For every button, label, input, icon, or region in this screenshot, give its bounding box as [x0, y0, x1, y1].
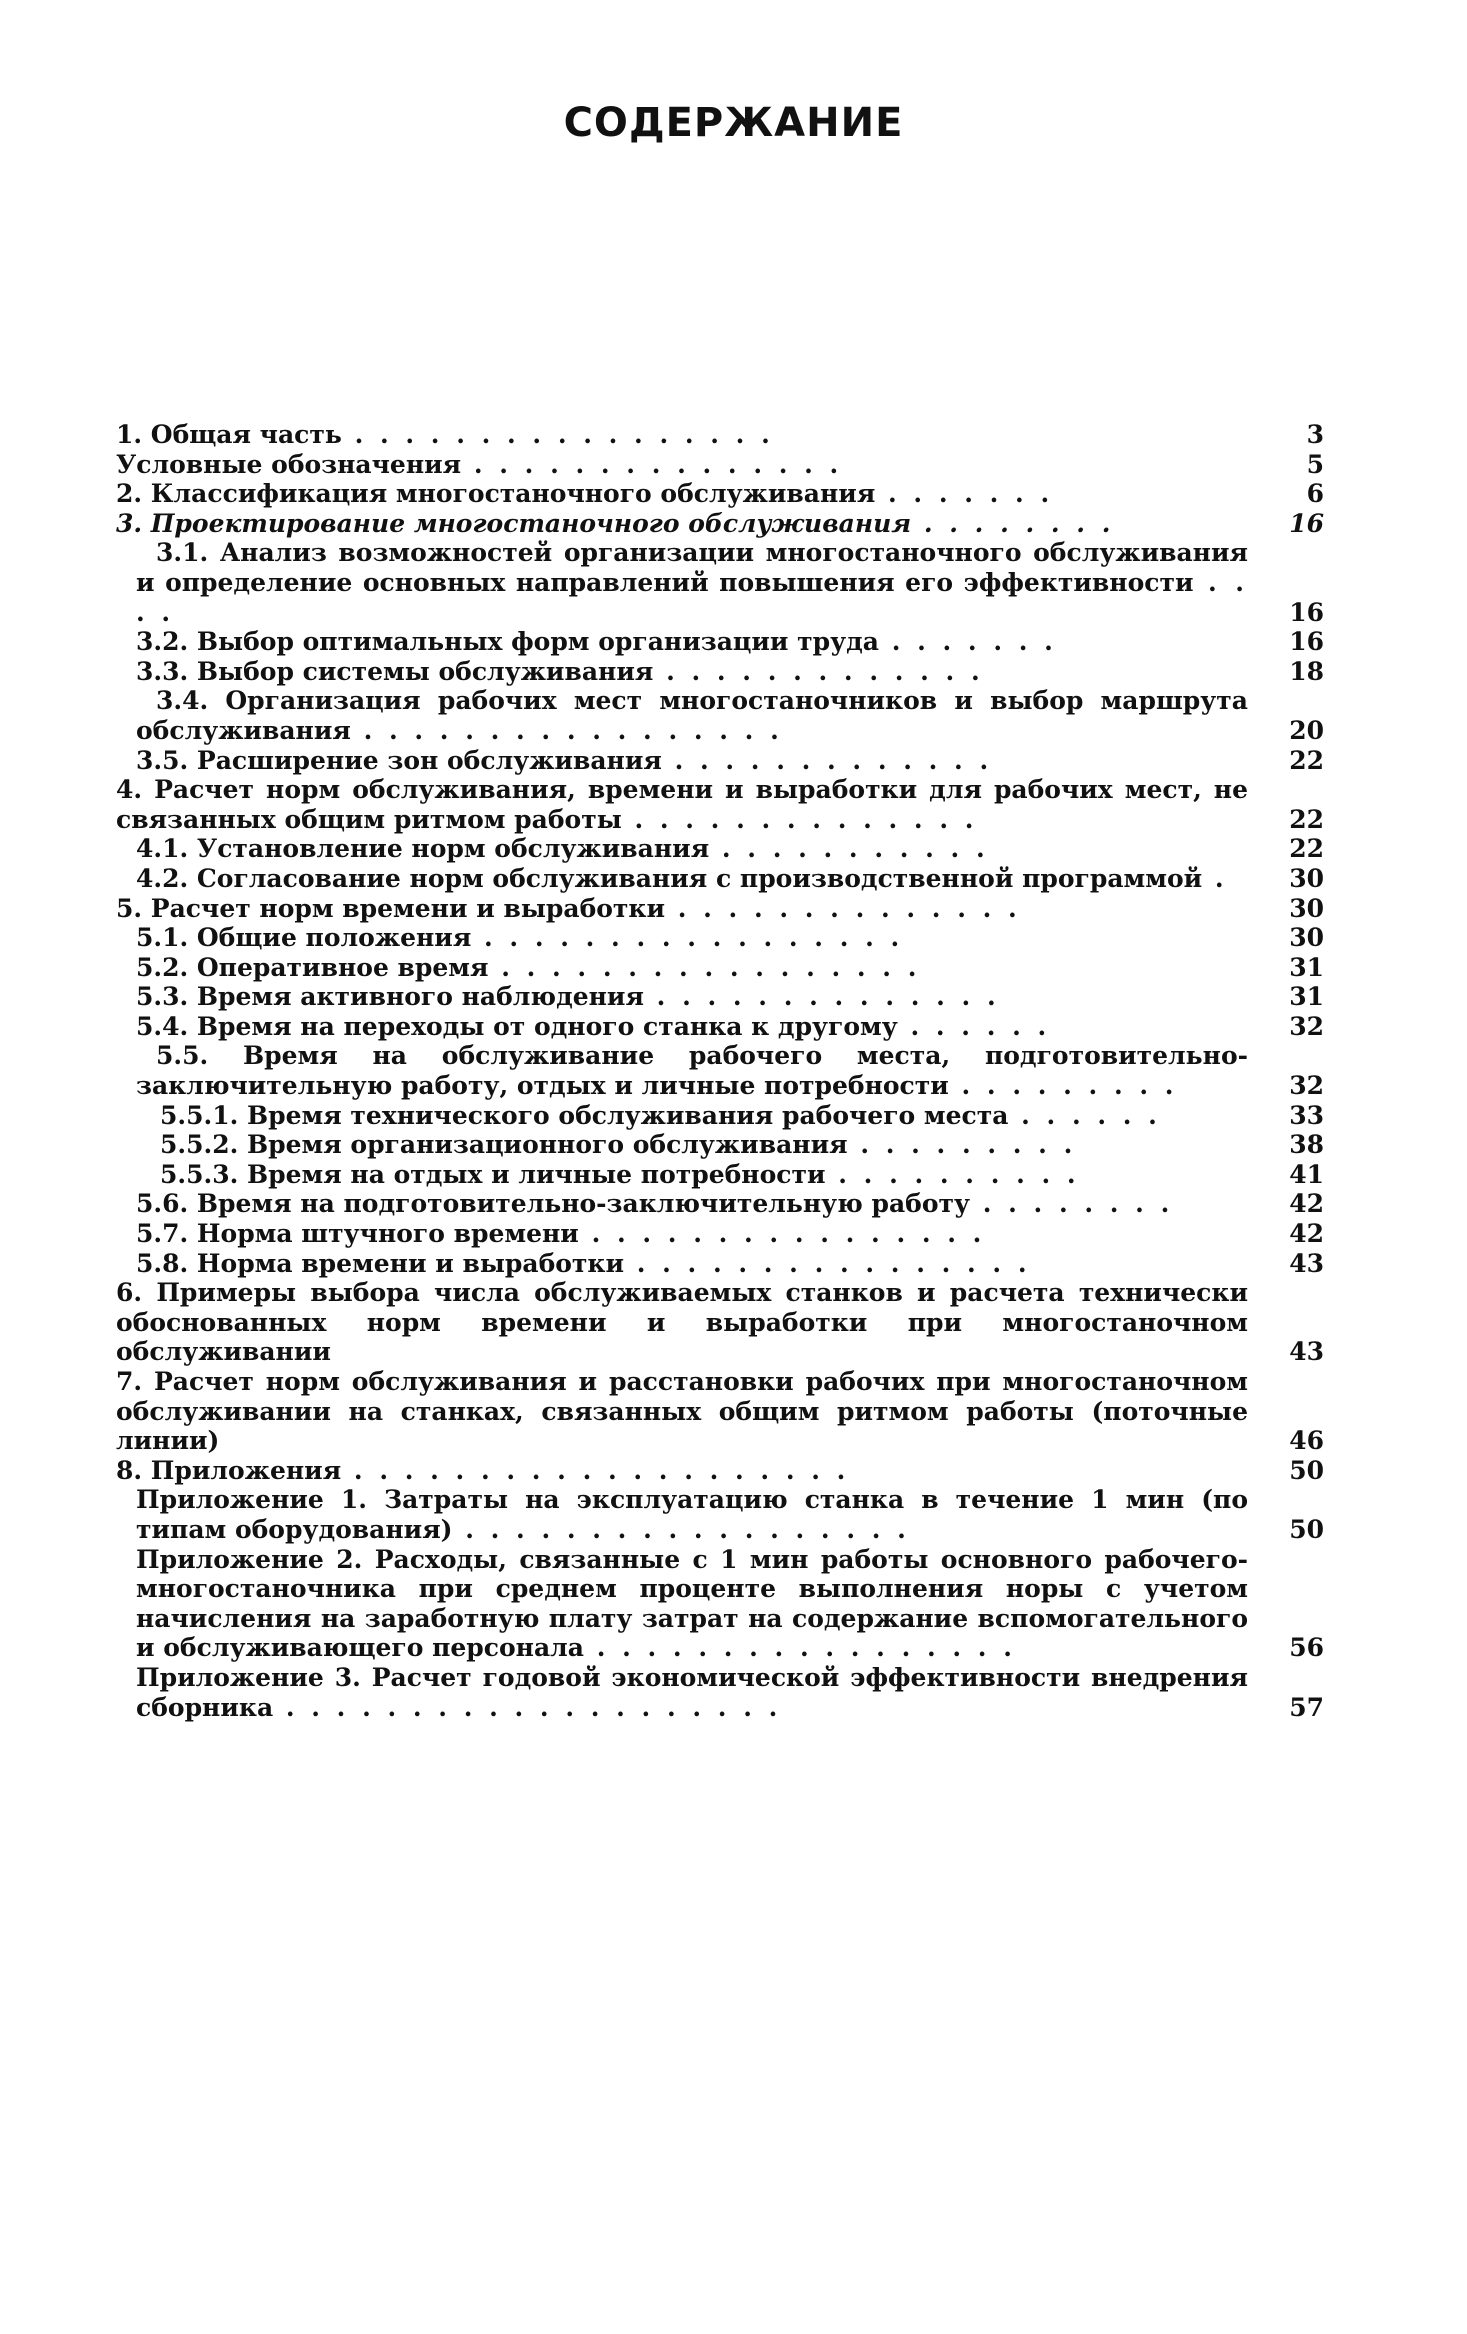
toc-entry-page: 3: [1306, 420, 1324, 449]
toc-entry-text: 7. Расчет норм обслуживания и расстановки рабочих при многостаночном обслуживании на станках, связанных общим ритмом работы (поточные линии): [116, 1367, 1248, 1456]
toc-entry: 5.4. Время на переходы от одного станка к другому . . . . . . 32: [136, 1011, 1324, 1041]
toc-entry: Приложение 2. Расходы, связанные с 1 мин работы основного рабочего-многостаночника при среднем проценте выполнения норы с учетом начисления на заработную плату затрат на содержание вспомогательного и обслуживающего персонала . . . . . . . . . . . . . . . . . 56: [136, 1544, 1324, 1663]
toc-entry: Условные обозначения . . . . . . . . . . . . . . . 5: [116, 449, 1324, 479]
toc-entry: 3.2. Выбор оптимальных форм организации труда . . . . . . . 16: [136, 627, 1324, 657]
toc-entry-page: 20: [1289, 715, 1324, 745]
toc-entry-text: 5.5.3. Время на отдых и личные потребности: [160, 1159, 826, 1189]
toc-entry-page: 5: [1306, 449, 1324, 479]
toc-entry-text: 3.1. Анализ возможностей организации многостаночного обслуживания и определение основных направлений повышения его эффективности: [136, 538, 1248, 597]
toc-entry-page: 56: [1289, 1633, 1324, 1663]
toc-entry: 3.4. Организация рабочих мест многостаночников и выбор маршрута обслуживания . . . . . . . . . . . . . . . . . 20: [136, 686, 1324, 745]
toc-entry: 5.1. Общие положения . . . . . . . . . . . . . . . . . 30: [136, 923, 1324, 953]
toc-entry-text: 4.1. Установление норм обслуживания: [136, 834, 710, 864]
toc-entry-page: 16: [1289, 627, 1324, 657]
toc-entry-page: 22: [1289, 804, 1324, 834]
toc-entry-text: 1. Общая часть: [116, 420, 342, 449]
toc-entry-text: 5. Расчет норм времени и выработки: [116, 893, 666, 923]
toc-entry-page: 41: [1289, 1159, 1324, 1189]
toc-entry-text: 5.2. Оперативное время: [136, 952, 489, 982]
toc-entry-page: 46: [1289, 1426, 1324, 1456]
toc-entry-page: 30: [1289, 893, 1324, 923]
toc-entry-text: 5.4. Время на переходы от одного станка к другому: [136, 1011, 898, 1041]
toc-entry-page: 43: [1289, 1337, 1324, 1367]
toc-entry: 2. Классификация многостаночного обслуживания . . . . . . . 6: [116, 479, 1324, 509]
toc-entry: 4.2. Согласование норм обслуживания с производственной программой . 30: [136, 863, 1324, 893]
toc-entry-text: 5.5. Время на обслуживание рабочего места, подготовительно-заключительную работу, отдых и личные потребности: [136, 1041, 1248, 1101]
toc-entry: 5.7. Норма штучного времени . . . . . . . . . . . . . . . . 42: [136, 1219, 1324, 1249]
toc-entry-text: 5.1. Общие положения: [136, 923, 472, 953]
toc-entry-text: 3.5. Расширение зон обслуживания: [136, 745, 662, 775]
toc-entry-page: 16: [1289, 597, 1324, 627]
toc-entry-page: 31: [1289, 982, 1324, 1012]
toc-entry: 3.1. Анализ возможностей организации многостаночного обслуживания и определение основных направлений повышения его эффективности . . . . 16: [136, 538, 1324, 627]
toc-entry-text: 5.5.1. Время технического обслуживания рабочего места: [160, 1100, 1009, 1130]
toc-entry-text: 4.2. Согласование норм обслуживания с производственной программой: [136, 863, 1203, 893]
toc-entry-page: 16: [1289, 508, 1324, 538]
toc-entry-page: 18: [1289, 656, 1324, 686]
toc-entry: 3.3. Выбор системы обслуживания . . . . . . . . . . . . . 18: [136, 656, 1324, 686]
toc-entry-page: 57: [1289, 1692, 1324, 1722]
toc-entry-page: 32: [1289, 1071, 1324, 1101]
toc-entry-page: 30: [1289, 923, 1324, 953]
toc-entry: 5.2. Оперативное время . . . . . . . . . . . . . . . . . 31: [136, 952, 1324, 982]
toc-entry-text: 4. Расчет норм обслуживания, времени и выработки для рабочих мест, не связанных общим ритмом работы: [116, 775, 1248, 834]
toc-entry: 8. Приложения . . . . . . . . . . . . . . . . . . . . 50: [116, 1455, 1324, 1485]
toc-entry-text: 3.3. Выбор системы обслуживания: [136, 656, 654, 686]
page-title: СОДЕРЖАНИЕ: [563, 100, 904, 146]
toc-entry-text: 5.7. Норма штучного времени: [136, 1219, 579, 1249]
toc-entry: 5.5. Время на обслуживание рабочего места, подготовительно-заключительную работу, отдых и личные потребности . . . . . . . . . 32: [136, 1041, 1324, 1101]
toc-entry-text: 3.4. Организация рабочих мест многостаночников и выбор маршрута обслуживания: [136, 686, 1248, 745]
toc-entry-page: 33: [1289, 1100, 1324, 1130]
toc-entry: [116, 1278, 1324, 1367]
toc-entry: 5.8. Норма времени и выработки . . . . . . . . . . . . . . . . 43: [136, 1248, 1324, 1278]
toc-entry-text: 5.8. Норма времени и выработки: [136, 1248, 625, 1278]
toc-entry: 5.3. Время активного наблюдения . . . . . . . . . . . . . . 31: [136, 982, 1324, 1012]
toc-entry-page: 50: [1289, 1455, 1324, 1485]
toc-entry: 3.5. Расширение зон обслуживания . . . . . . . . . . . . . 22: [136, 745, 1324, 775]
table-of-contents: [116, 420, 1324, 1722]
toc-entry-page: 38: [1289, 1130, 1324, 1160]
toc-entry-page: 42: [1289, 1219, 1324, 1249]
toc-entry: 5.5.2. Время организационного обслуживания . . . . . . . . . 38: [160, 1130, 1324, 1160]
toc-entry: [116, 1367, 1324, 1456]
toc-entry-text: Приложение 3. Расчет годовой экономической эффективности внедрения сборника: [136, 1662, 1248, 1722]
toc-entry-page: 22: [1289, 834, 1324, 864]
toc-entry-text: Приложение 2. Расходы, связанные с 1 мин работы основного рабочего-многостаночника при среднем проценте выполнения норы с учетом начисления на заработную плату затрат на содержание вспомогательного и обслуживающего персонала: [136, 1544, 1248, 1663]
toc-entry: Приложение 1. Затраты на эксплуатацию станка в течение 1 мин (по типам оборудования) . . . . . . . . . . . . . . . . . . 50: [136, 1485, 1324, 1544]
toc-entry-text: 6. Примеры выбора числа обслуживаемых станков и расчета технически обоснованных норм времени и выработки при многостаночном обслуживании: [116, 1278, 1248, 1367]
toc-entry-text: 2. Классификация многостаночного обслуживания: [116, 479, 876, 509]
toc-entry-text: 3. Проектирование многостаночного обслуживания: [116, 508, 912, 538]
toc-entry: 4.1. Установление норм обслуживания . . . . . . . . . . . 22: [136, 834, 1324, 864]
toc-entry-page: 6: [1306, 479, 1324, 509]
toc-entry: 5. Расчет норм времени и выработки . . . . . . . . . . . . . . 30: [116, 893, 1324, 923]
toc-entry-text: Приложение 1. Затраты на эксплуатацию станка в течение 1 мин (по типам оборудования): [136, 1485, 1248, 1544]
toc-entry-page: 50: [1289, 1514, 1324, 1544]
toc-entry-text: 3.2. Выбор оптимальных форм организации труда: [136, 627, 879, 657]
toc-entry: 5.6. Время на подготовительно-заключительную работу . . . . . . . . 42: [136, 1189, 1324, 1219]
toc-entry: 3. Проектирование многостаночного обслуживания . . . . . . . . 16: [116, 508, 1324, 538]
toc-entry: 5.5.3. Время на отдых и личные потребности . . . . . . . . . . 41: [160, 1159, 1324, 1189]
toc-entry-page: 32: [1289, 1011, 1324, 1041]
toc-entry-text: 8. Приложения: [116, 1455, 342, 1485]
toc-entry-page: 22: [1289, 745, 1324, 775]
toc-entry-page: 43: [1289, 1248, 1324, 1278]
toc-entry-text: 5.3. Время активного наблюдения: [136, 982, 644, 1012]
toc-entry-page: 42: [1289, 1189, 1324, 1219]
toc-entry-text: Условные обозначения: [116, 449, 462, 479]
toc-entry: Приложение 3. Расчет годовой экономической эффективности внедрения сборника . . . . . . . . . . . . . . . . . . . . 57: [136, 1662, 1324, 1722]
toc-entry-page: 30: [1289, 863, 1324, 893]
toc-entry: 1. Общая часть . . . . . . . . . . . . . . . . . 3: [116, 420, 1324, 449]
toc-entry: 4. Расчет норм обслуживания, времени и выработки для рабочих мест, не связанных общим ритмом работы . . . . . . . . . . . . . . 22: [116, 775, 1324, 834]
toc-entry-page: 31: [1289, 952, 1324, 982]
toc-entry-text: 5.5.2. Время организационного обслуживания: [160, 1130, 848, 1160]
toc-entry: 5.5.1. Время технического обслуживания рабочего места . . . . . . 33: [160, 1100, 1324, 1130]
toc-entry-text: 5.6. Время на подготовительно-заключительную работу: [136, 1189, 971, 1219]
